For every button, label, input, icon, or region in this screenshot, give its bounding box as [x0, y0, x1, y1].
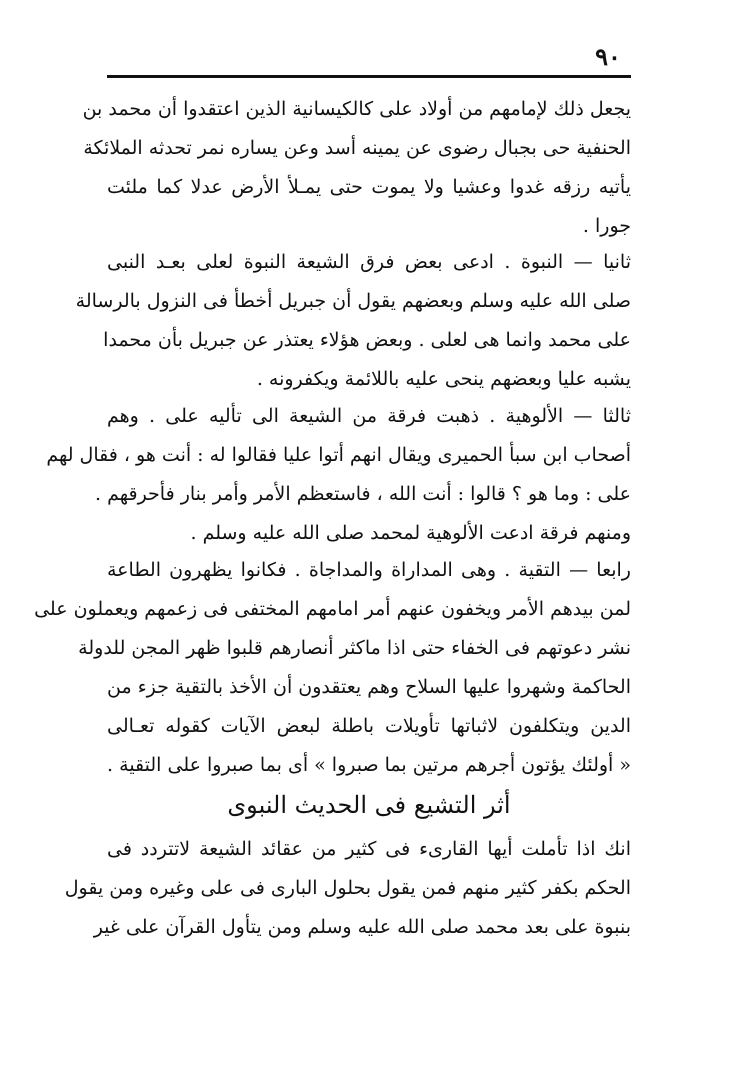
text-line: جورا .: [582, 215, 631, 237]
text-line: نشر دعوتهم فى الخفاء حتى اذا ماكثر أنصارهم قلبوا ظهر المجن للدولة: [78, 637, 631, 659]
text-line: يشبه عليا وبعضهم ينحى عليه باللائمة ويكفرونه .: [256, 368, 631, 390]
text-line: أصحاب ابن سبأ الحميرى ويقال انهم أتوا عليا فقالوا له : أنت هو ، فقال لهم: [46, 444, 631, 466]
text-line: رابعا — التقية . وهى المداراة والمداجاة . فكانوا يظهرون الطاعة: [107, 559, 631, 581]
text-line: ثالثا — الألوهية . ذهبت فرقة من الشيعة الى تأليه على . وهم: [107, 405, 631, 427]
text-line: « أولئك يؤتون أجرهم مرتين بما صبروا » أى بما صبروا على التقية .: [107, 754, 631, 776]
text-line: صلى الله عليه وسلم وبعضهم يقول أن جبريل أخطأ فى النزول بالرسالة: [75, 290, 631, 312]
paragraph-closing: [64, 830, 631, 947]
text-line: لمن بيدهم الأمر ويخفون عنهم أمر امامهم المختفى فى زعمهم ويعملون على: [34, 598, 631, 620]
text-line: الحكم بكفر كثير منهم فمن يقول بحلول البارى فى على وغيره ومن يقول: [64, 877, 631, 899]
section-heading: أثر التشيع فى الحديث النبوى: [227, 791, 511, 819]
text-line: ومنهم فرقة ادعت الألوهية لمحمد صلى الله عليه وسلم .: [190, 522, 631, 544]
paragraph-continuation: [82, 90, 631, 246]
text-line: على : وما هو ؟ قالوا : أنت الله ، فاستعظم الأمر وأمر بنار فأحرقهم .: [95, 483, 631, 505]
page-number: ٩٠: [595, 42, 621, 71]
text-line: على محمد وانما هى لعلى . وبعض هؤلاء يعتذر عن جبريل بأن محمدا: [103, 329, 631, 351]
text-line: الحاكمة وشهروا عليها السلاح وهم يعتقدون أن الأخذ بالتقية جزء من: [107, 676, 631, 698]
text-line: يجعل ذلك لإمامهم من أولاد على كالكيسانية الذين اعتقدوا أن محمد بن: [82, 98, 631, 120]
header-rule: [107, 75, 631, 78]
text-line: انك اذا تأملت أيها القارىء فى كثير من عقائد الشيعة لاتتردد فى: [107, 838, 631, 860]
paragraph-divinity: [46, 397, 631, 553]
text-line: بنبوة على بعد محمد صلى الله عليه وسلم ومن يتأول القرآن على غير: [93, 916, 631, 938]
paragraph-taqiyya: [34, 551, 631, 785]
text-line: يأتيه رزقه غدوا وعشيا ولا يموت حتى يمـلأ الأرض عدلا كما ملئت: [107, 176, 631, 198]
text-line: ثانيا — النبوة . ادعى بعض فرق الشيعة النبوة لعلى بعـد النبى: [107, 251, 631, 273]
text-line: الدين ويتكلفون لاثباتها تأويلات باطلة لبعض الآيات كقوله تعـالى: [107, 715, 631, 737]
text-line: الحنفية حى بجبال رضوى عن يمينه أسد وعن يساره نمر تحدثه الملائكة: [83, 137, 631, 159]
paragraph-prophethood: [75, 243, 631, 399]
